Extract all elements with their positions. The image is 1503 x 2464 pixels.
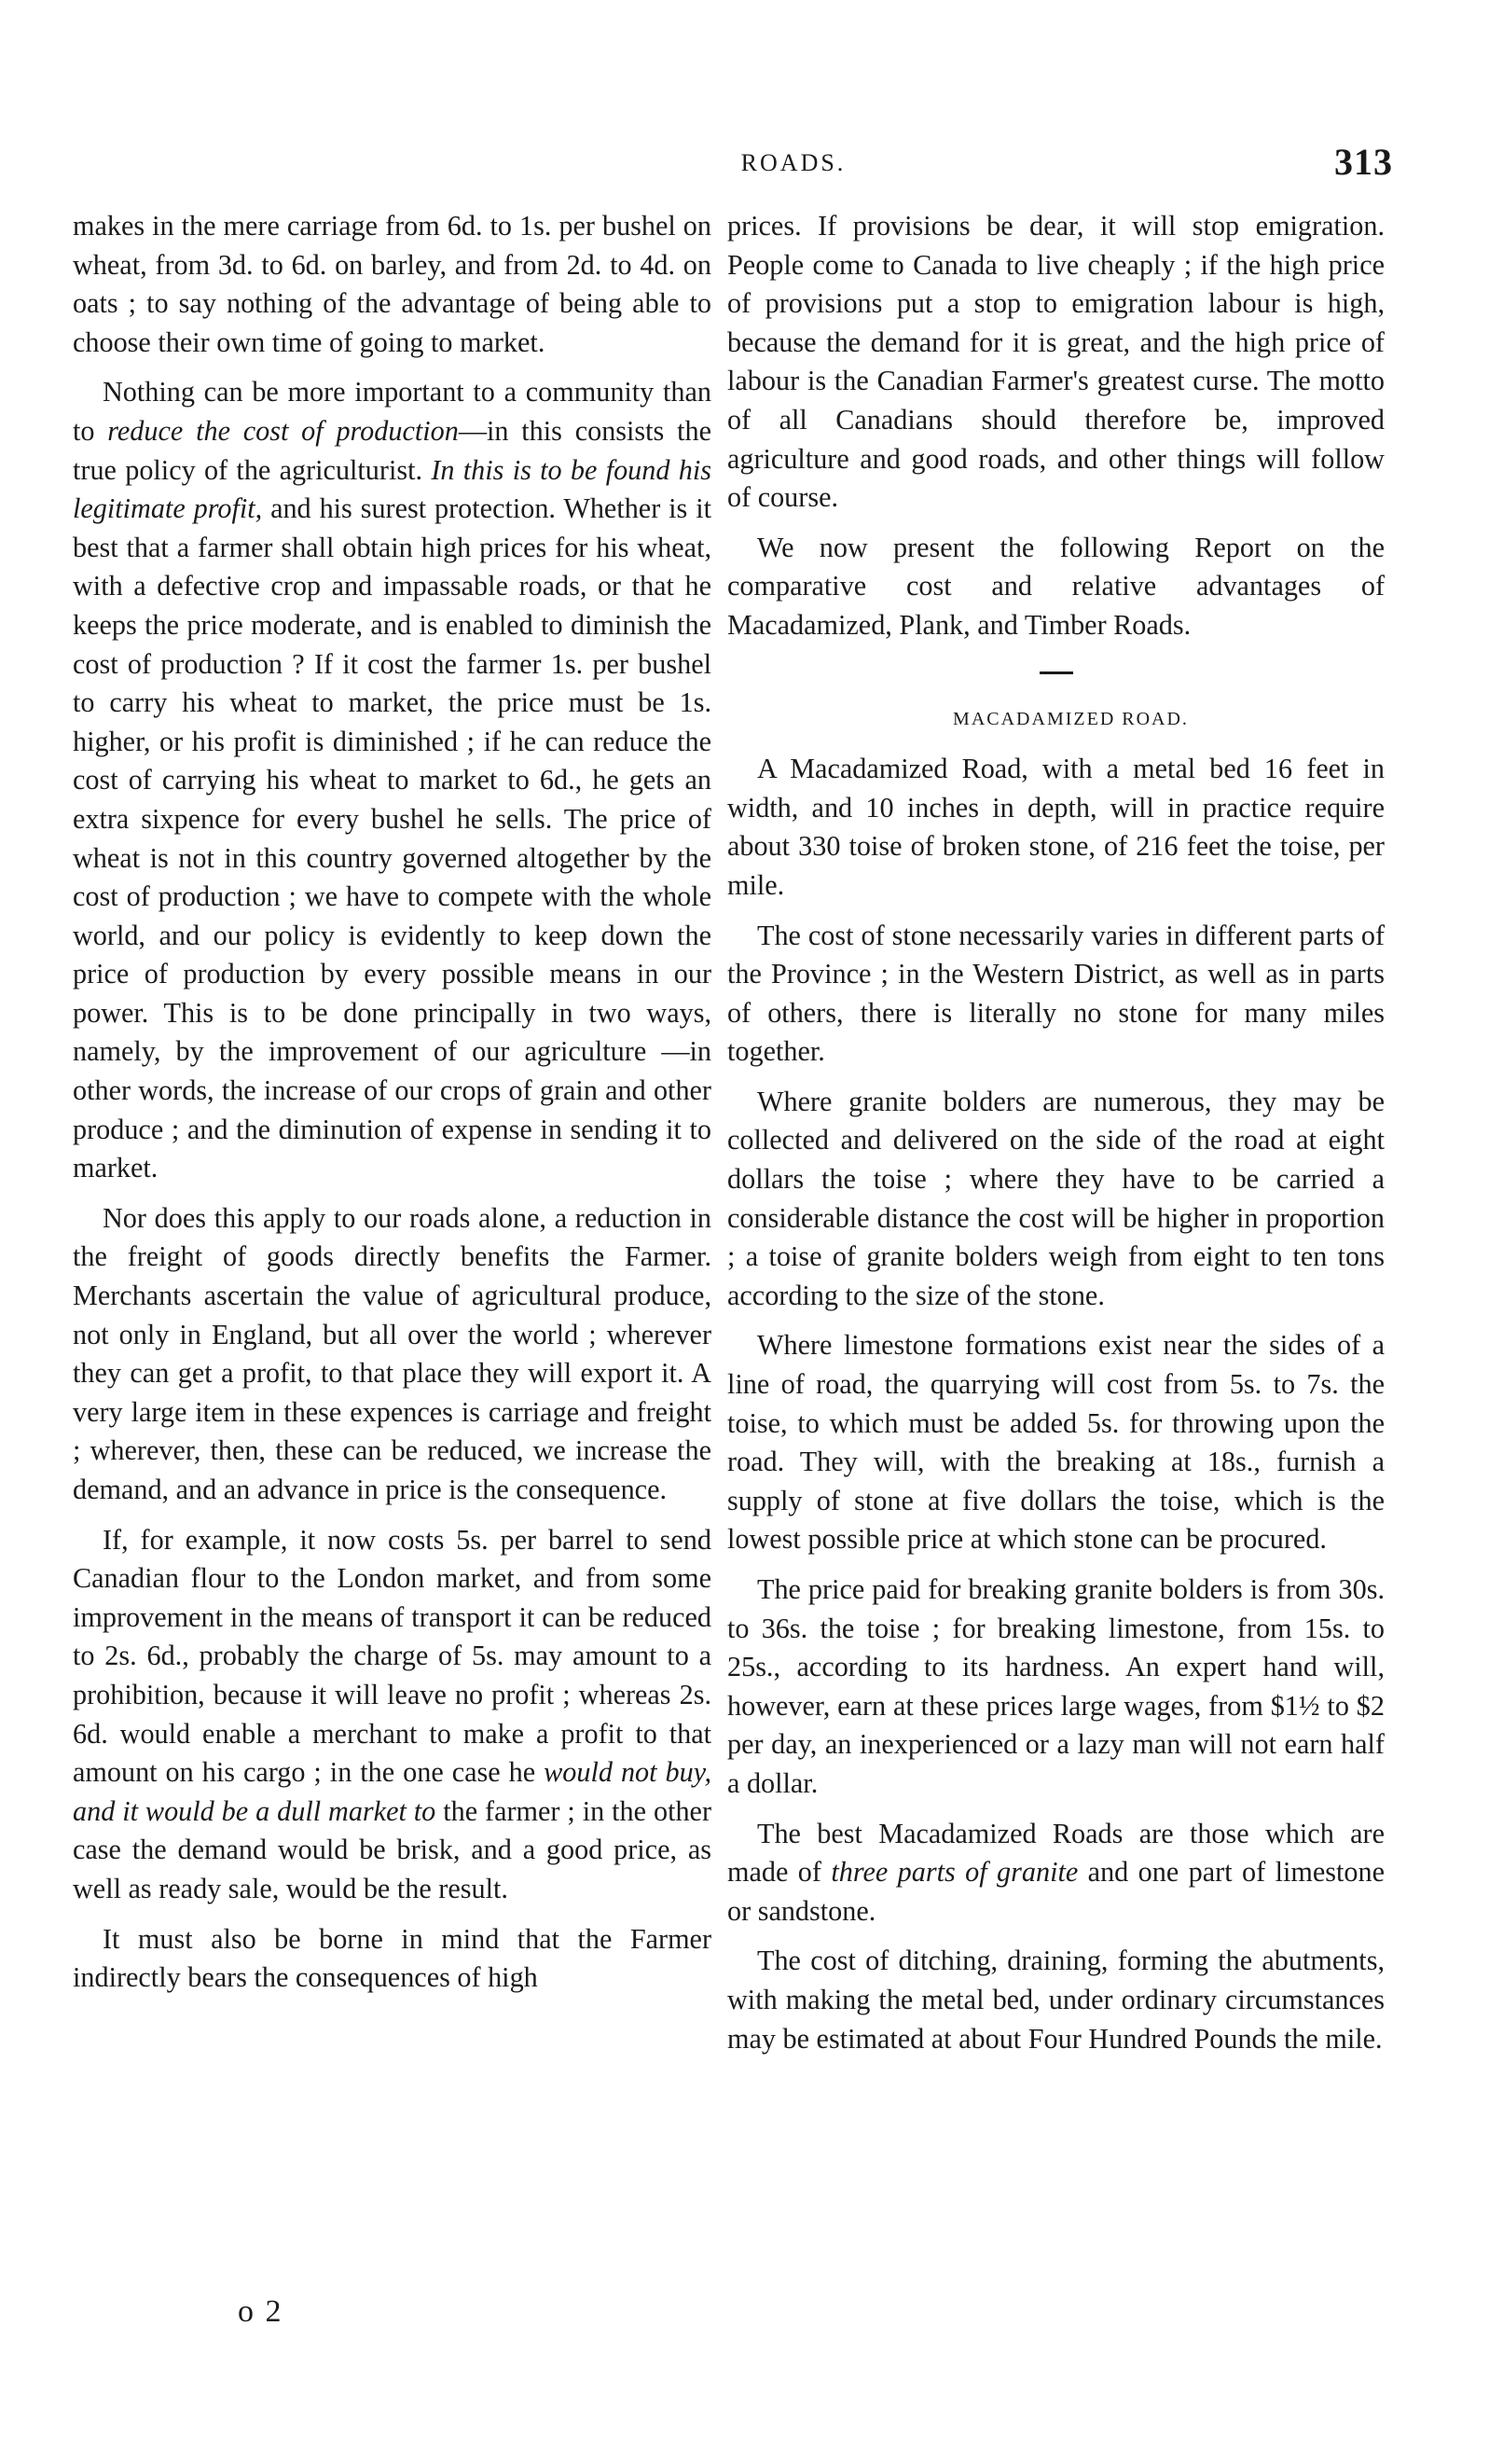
paragraph: Nor does this apply to our roads alone, a reduction in the freight of goods directly benefits the Farmer. Merchants ascertain the value of agricultural produce, not only in England, but all over the world ; wherever they can get a profit, to that place they will export it. A very large item in these expences is carriage and freight ; wherever, then, these can be reduced, we increase the demand, and an advance in price is the consequence. — [73, 1201, 711, 1505]
paragraph: It must also be borne in mind that the Farmer indirectly bears the consequences of high — [73, 1922, 711, 1994]
page-header — [0, 138, 1503, 194]
section-divider — [1040, 671, 1073, 674]
section-heading: MACADAMIZED ROAD. — [953, 708, 1189, 729]
paragraph: The price paid for breaking granite bolders is from 30s. to 36s. the toise ; for breaking limestone, from 15s. to 25s., according to its hardness. An expert hand will, however, earn at these prices large wages, from $1½ to $2 per day, an inexperienced or a lazy man will not earn half a dollar. — [727, 1573, 1385, 1799]
italic-text: In this is to be found his legitimate profit, — [73, 453, 711, 525]
paragraph — [73, 373, 711, 1187]
paragraph: prices. If provisions be dear, it will stop emigration. People come to Canada to live cheaply ; if the high price of provisions put a stop to emigration labour is high, because the demand for it is great, and the high price of labour is the Canadian Farmer's greatest curse. The motto of all Canadians should therefore be, improved agriculture and good roads, and other things will follow of course. — [727, 210, 1385, 514]
paragraph — [727, 1815, 1385, 1931]
paragraph: Where limestone formations exist near the sides of a line of road, the quarrying will cost from 5s. to 7s. the toise, to which must be added 5s. for throwing upon the road. They will, with the breaking at 18s., furnish a supply of stone at five dollars the toise, which is the lowest possible price at which stone can be procured. — [727, 1329, 1385, 1556]
right-column — [727, 207, 1385, 2069]
paragraph: The cost of ditching, draining, forming the abutments, with making the metal bed, under ordinary circumstances may be estimated at about Four Hundred Pounds the mile. — [727, 1945, 1385, 2055]
paragraph: A Macadamized Road, with a metal bed 16 feet in width, and 10 inches in depth, will in practice require about 330 toise of broken stone, of 216 feet the toise, per mile. — [727, 753, 1385, 901]
paragraph-text: the farmer ; in the other case the demand would be brisk, and a good price, as well as ready sale, would be the result. — [73, 1794, 711, 1904]
paragraph-text: and one part of limestone or sandstone. — [727, 1856, 1385, 1927]
paragraph-text: If, for example, it now costs 5s. per barrel to send Canadian flour to the London market, and from some improvement in the means of transport it can be reduced to 2s. 6d., probably the charge of 5s. may amount to a prohibition, because it will leave no profit ; whereas 2s. 6d. would enable a merchant to make a profit to that amount on his cargo ; in the one case he — [73, 1523, 711, 1789]
italic-text: would not buy, and it would be a dull market to — [73, 1756, 711, 1827]
paragraph-text: —in this consists the true policy of the agriculturist. — [73, 414, 711, 486]
paragraph-text: The best Macadamized Roads are those which are made of — [727, 1817, 1385, 1889]
paragraph-text: Nothing can be more important to a community than to — [73, 376, 711, 447]
italic-text: reduce the cost of production — [107, 414, 459, 447]
paragraph: makes in the mere carriage from 6d. to 1s. per bushel on wheat, from 3d. to 6d. on barley, and from 2d. to 4d. on oats ; to say nothing of the advantage of being able to choose their own time of going to market. — [73, 210, 711, 358]
running-head: ROADS. — [740, 149, 847, 176]
paragraph: Where granite bolders are numerous, they may be collected and delivered on the side of the road at eight dollars the toise ; where they have to be carried a considerable distance the cost will be higher in proportion ; a toise of granite bolders weigh from eight to ten tons according to the size of the stone. — [727, 1085, 1385, 1311]
paragraph: The cost of stone necessarily varies in different parts of the Province ; in the Western District, as well as in parts of others, there is literally no stone for many miles together. — [727, 919, 1385, 1068]
paragraph — [73, 1521, 711, 1909]
left-column — [73, 207, 711, 2009]
signature-mark: o 2 — [238, 2294, 283, 2329]
paragraph: We now present the following Report on the comparative cost and relative advantages of Macadamized, Plank, and Timber Roads. — [727, 531, 1385, 641]
paragraph-text: and his surest protection. Whether is it best that a farmer shall obtain high prices for his wheat, with a defective crop and impassable roads, or that he keeps the price moderate, and is enabled to diminish the cost of production ? If it cost the farmer 1s. per bushel to carry his wheat to market, the price must be 1s. higher, or his profit is diminished ; if he can reduce the cost of carrying his wheat to market to 6d., he gets an extra sixpence for every bushel he sells. The price of wheat is not in this country governed altogether by the cost of production ; we have to compete with the whole world, and our policy is evidently to keep down the price of production by every possible means in our power. This is to be done principally in two ways, namely, by the improvement of our agriculture —in other words, the increase of our crops of grain and other produce ; and the diminution of expense in sending it to market. — [73, 492, 711, 1184]
italic-text: three parts of granite — [831, 1856, 1079, 1889]
page-number: 313 — [1334, 141, 1393, 183]
